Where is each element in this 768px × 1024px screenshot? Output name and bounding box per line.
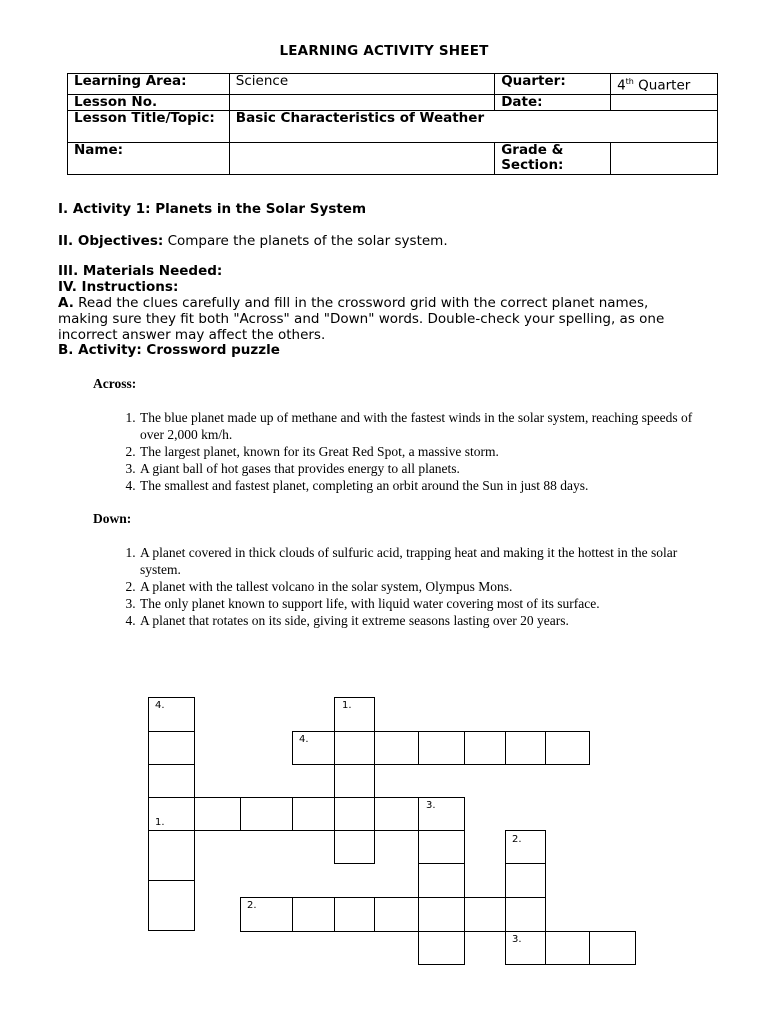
learning-area-label: Learning Area:: [68, 74, 230, 95]
crossword-cell[interactable]: [418, 897, 465, 932]
activity-heading: I. Activity 1: Planets in the Solar System: [58, 201, 367, 217]
clue-number: 2.: [247, 900, 257, 911]
crossword-cell[interactable]: [505, 731, 546, 765]
quarter-value: 4th Quarter: [611, 74, 718, 95]
instructions-heading: IV. Instructions:: [58, 279, 179, 295]
crossword-cell[interactable]: [374, 797, 419, 831]
crossword-cell[interactable]: [418, 863, 465, 898]
down-clue-4: 4. A planet that rotates on its side, giving it extreme seasons lasting over 20 years.: [139, 612, 709, 629]
clue-number: 2.: [512, 834, 522, 845]
crossword-cell[interactable]: [505, 897, 546, 932]
crossword-cell[interactable]: [418, 731, 465, 765]
page-title: LEARNING ACTIVITY SHEET: [279, 43, 489, 59]
crossword-cell[interactable]: [194, 797, 241, 831]
clue-number: 4.: [155, 700, 165, 711]
crossword-cell[interactable]: [334, 830, 375, 864]
lesson-title-value: Basic Characteristics of Weather: [229, 110, 717, 142]
crossword-cell[interactable]: [148, 731, 195, 765]
lesson-title-label: Lesson Title/Topic:: [68, 110, 230, 142]
clue-number: 4.: [299, 734, 309, 745]
crossword-cell[interactable]: [148, 880, 195, 931]
down-heading: Down:: [93, 511, 132, 526]
crossword-cell[interactable]: [464, 897, 506, 932]
crossword-cell[interactable]: [292, 797, 335, 831]
crossword-cell[interactable]: [374, 731, 419, 765]
down-clue-3: 3. The only planet known to support life, with liquid water covering most of its surface.: [139, 595, 709, 612]
grade-label: Grade & Section:: [495, 142, 611, 174]
crossword-cell[interactable]: [148, 830, 195, 881]
crossword-cell[interactable]: [464, 731, 506, 765]
crossword-cell[interactable]: [240, 797, 293, 831]
crossword-cell[interactable]: [334, 797, 375, 831]
crossword-cell[interactable]: [545, 931, 590, 965]
across-heading: Across:: [93, 376, 137, 391]
clue-number: 3.: [512, 934, 522, 945]
down-clue-2: 2. A planet with the tallest volcano in the solar system, Olympus Mons.: [139, 578, 709, 595]
across-clue-3: 3. A giant ball of hot gases that provides energy to all planets.: [139, 460, 709, 477]
across-clue-1: 1. The blue planet made up of methane and with the fastest winds in the solar system, reaching speeds of over 2,000 km/h.: [139, 409, 709, 443]
instruction-a: A. Read the clues carefully and fill in the crossword grid with the correct planet names, making sure they fit both "Across" and "Down" words. Double-check your spelling, as one incorrect answer may affect the others.: [58, 295, 665, 343]
across-clue-2: 2. The largest planet, known for its Great Red Spot, a massive storm.: [139, 443, 709, 460]
learning-area-value: Science: [229, 74, 494, 95]
across-clue-4: 4. The smallest and fastest planet, completing an orbit around the Sun in just 88 days.: [139, 477, 709, 494]
objectives: II. Objectives: Compare the planets of the solar system.: [58, 233, 448, 249]
crossword-cell[interactable]: [292, 897, 335, 932]
clue-number: 1.: [342, 700, 352, 711]
activity-b-heading: B. Activity: Crossword puzzle: [58, 342, 280, 358]
crossword-cell[interactable]: [334, 697, 375, 732]
materials-heading: III. Materials Needed:: [58, 263, 223, 279]
crossword-cell[interactable]: [374, 897, 419, 932]
crossword-cell[interactable]: [334, 897, 375, 932]
crossword-cell[interactable]: [418, 830, 465, 864]
clue-number: 1.: [155, 817, 165, 828]
crossword-cell[interactable]: [148, 764, 195, 798]
quarter-label: Quarter:: [495, 74, 611, 95]
name-label: Name:: [68, 142, 230, 174]
crossword-cell[interactable]: [545, 731, 590, 765]
down-clue-1: 1. A planet covered in thick clouds of sulfuric acid, trapping heat and making it the hottest in the solar system.: [139, 544, 709, 578]
clue-number: 3.: [426, 800, 436, 811]
crossword-cell[interactable]: [334, 731, 375, 765]
crossword-cell[interactable]: [589, 931, 636, 965]
crossword-cell[interactable]: [334, 764, 375, 798]
date-label: Date:: [495, 94, 611, 110]
crossword-cell[interactable]: [418, 931, 465, 965]
crossword-cell[interactable]: [505, 863, 546, 898]
lesson-no-label: Lesson No.: [68, 94, 230, 110]
